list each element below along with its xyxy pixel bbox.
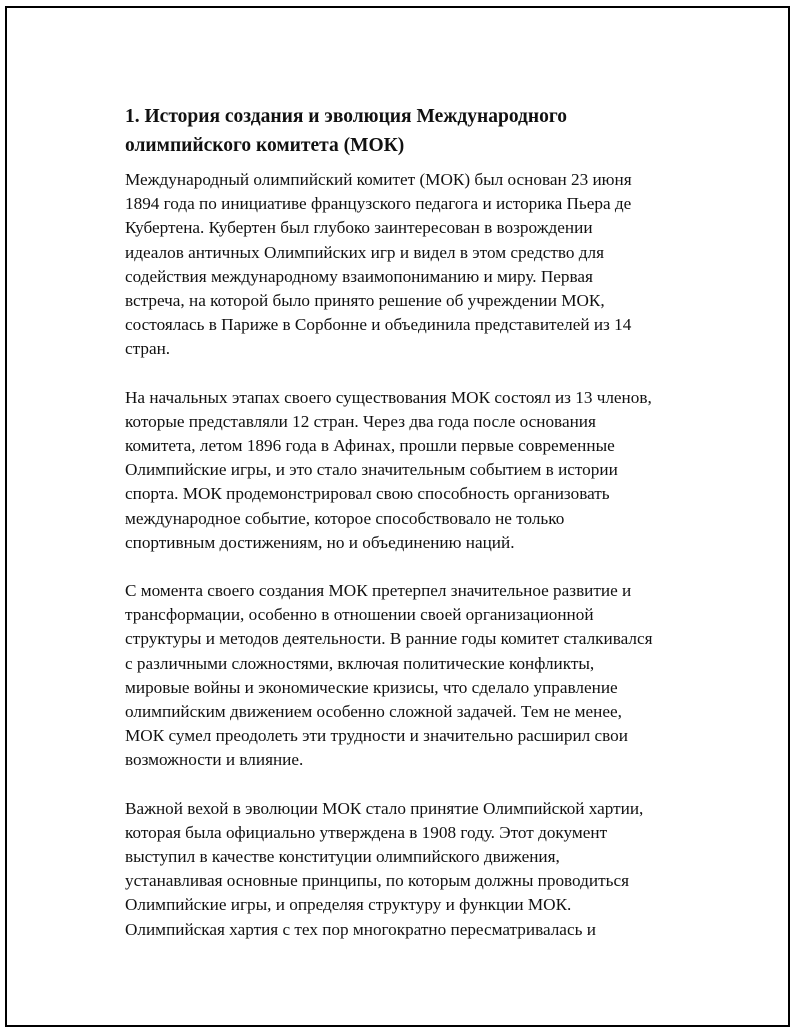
text-line: комитета, летом 1896 года в Афинах, прошли первые современные xyxy=(125,436,615,456)
paragraph-4 xyxy=(125,797,685,942)
paragraph-1 xyxy=(125,168,685,362)
page-frame xyxy=(5,6,790,1027)
text-line: которая была официально утверждена в 1908 году. Этот документ xyxy=(125,822,608,842)
text-line: встреча, на которой было принято решение об учреждении МОК, xyxy=(125,291,605,311)
text-line: олимпийским движением особенно сложной задачей. Тем не менее, xyxy=(125,702,622,722)
text-line: содействия международному взаимопониманию и миру. Первая xyxy=(125,266,593,286)
paragraph-2 xyxy=(125,386,685,555)
text-line: мировые войны и экономические кризисы, что сделало управление xyxy=(125,677,618,697)
text-line: которые представляли 12 стран. Через два года после основания xyxy=(125,411,596,431)
text-line: идеалов античных Олимпийских игр и видел в этом средство для xyxy=(125,242,605,262)
text-line: структуры и методов деятельности. В ранние годы комитет сталкивался xyxy=(125,629,653,649)
text-line: устанавливая основные принципы, по которым должны проводиться xyxy=(125,871,629,891)
text-line: с различными сложностями, включая политические конфликты, xyxy=(125,653,595,673)
text-line: МОК сумел преодолеть эти трудности и значительно расширил свои xyxy=(125,726,628,746)
text-line: На начальных этапах своего существования МОК состоял из 13 членов, xyxy=(125,387,652,407)
text-line: Международный олимпийский комитет (МОК) был основан 23 июня xyxy=(125,170,632,189)
text-line: стран. xyxy=(125,339,171,359)
text-line: трансформации, особенно в отношении своей организационной xyxy=(125,605,594,625)
text-line: спорта. МОК продемонстрировал свою способность организовать xyxy=(125,484,610,504)
text-line: Олимпийские игры, и определяя структуру и функции МОК. xyxy=(125,895,572,915)
heading-line: олимпийского комитета (МОК) xyxy=(125,135,405,156)
text-line: С момента своего создания МОК претерпел значительное развитие и xyxy=(125,581,632,601)
text-line: Важной вехой в эволюции МОК стало принятие Олимпийской хартии, xyxy=(125,798,644,818)
text-line: возможности и влияние. xyxy=(125,750,304,770)
text-line: международное событие, которое способствовало не только xyxy=(125,508,565,528)
text-line: Олимпийская хартия с тех пор многократно пересматривалась и xyxy=(125,919,596,939)
text-line: спортивным достижениям, но и объединению наций. xyxy=(125,532,515,552)
heading-line: 1. История создания и эволюция Международного xyxy=(125,106,568,127)
text-line: Олимпийские игры, и это стало значительным событием в истории xyxy=(125,460,618,480)
text-line: состоялась в Париже в Сорбонне и объединила представителей из 14 xyxy=(125,315,632,335)
section-heading xyxy=(125,102,685,160)
document-body xyxy=(125,102,685,966)
text-line: Кубертена. Кубертен был глубоко заинтересован в возрождении xyxy=(125,218,593,238)
text-line: 1894 года по инициативе французского педагога и историка Пьера де xyxy=(125,194,632,214)
text-line: выступил в качестве конституции олимпийского движения, xyxy=(125,847,560,867)
paragraph-3 xyxy=(125,579,685,773)
